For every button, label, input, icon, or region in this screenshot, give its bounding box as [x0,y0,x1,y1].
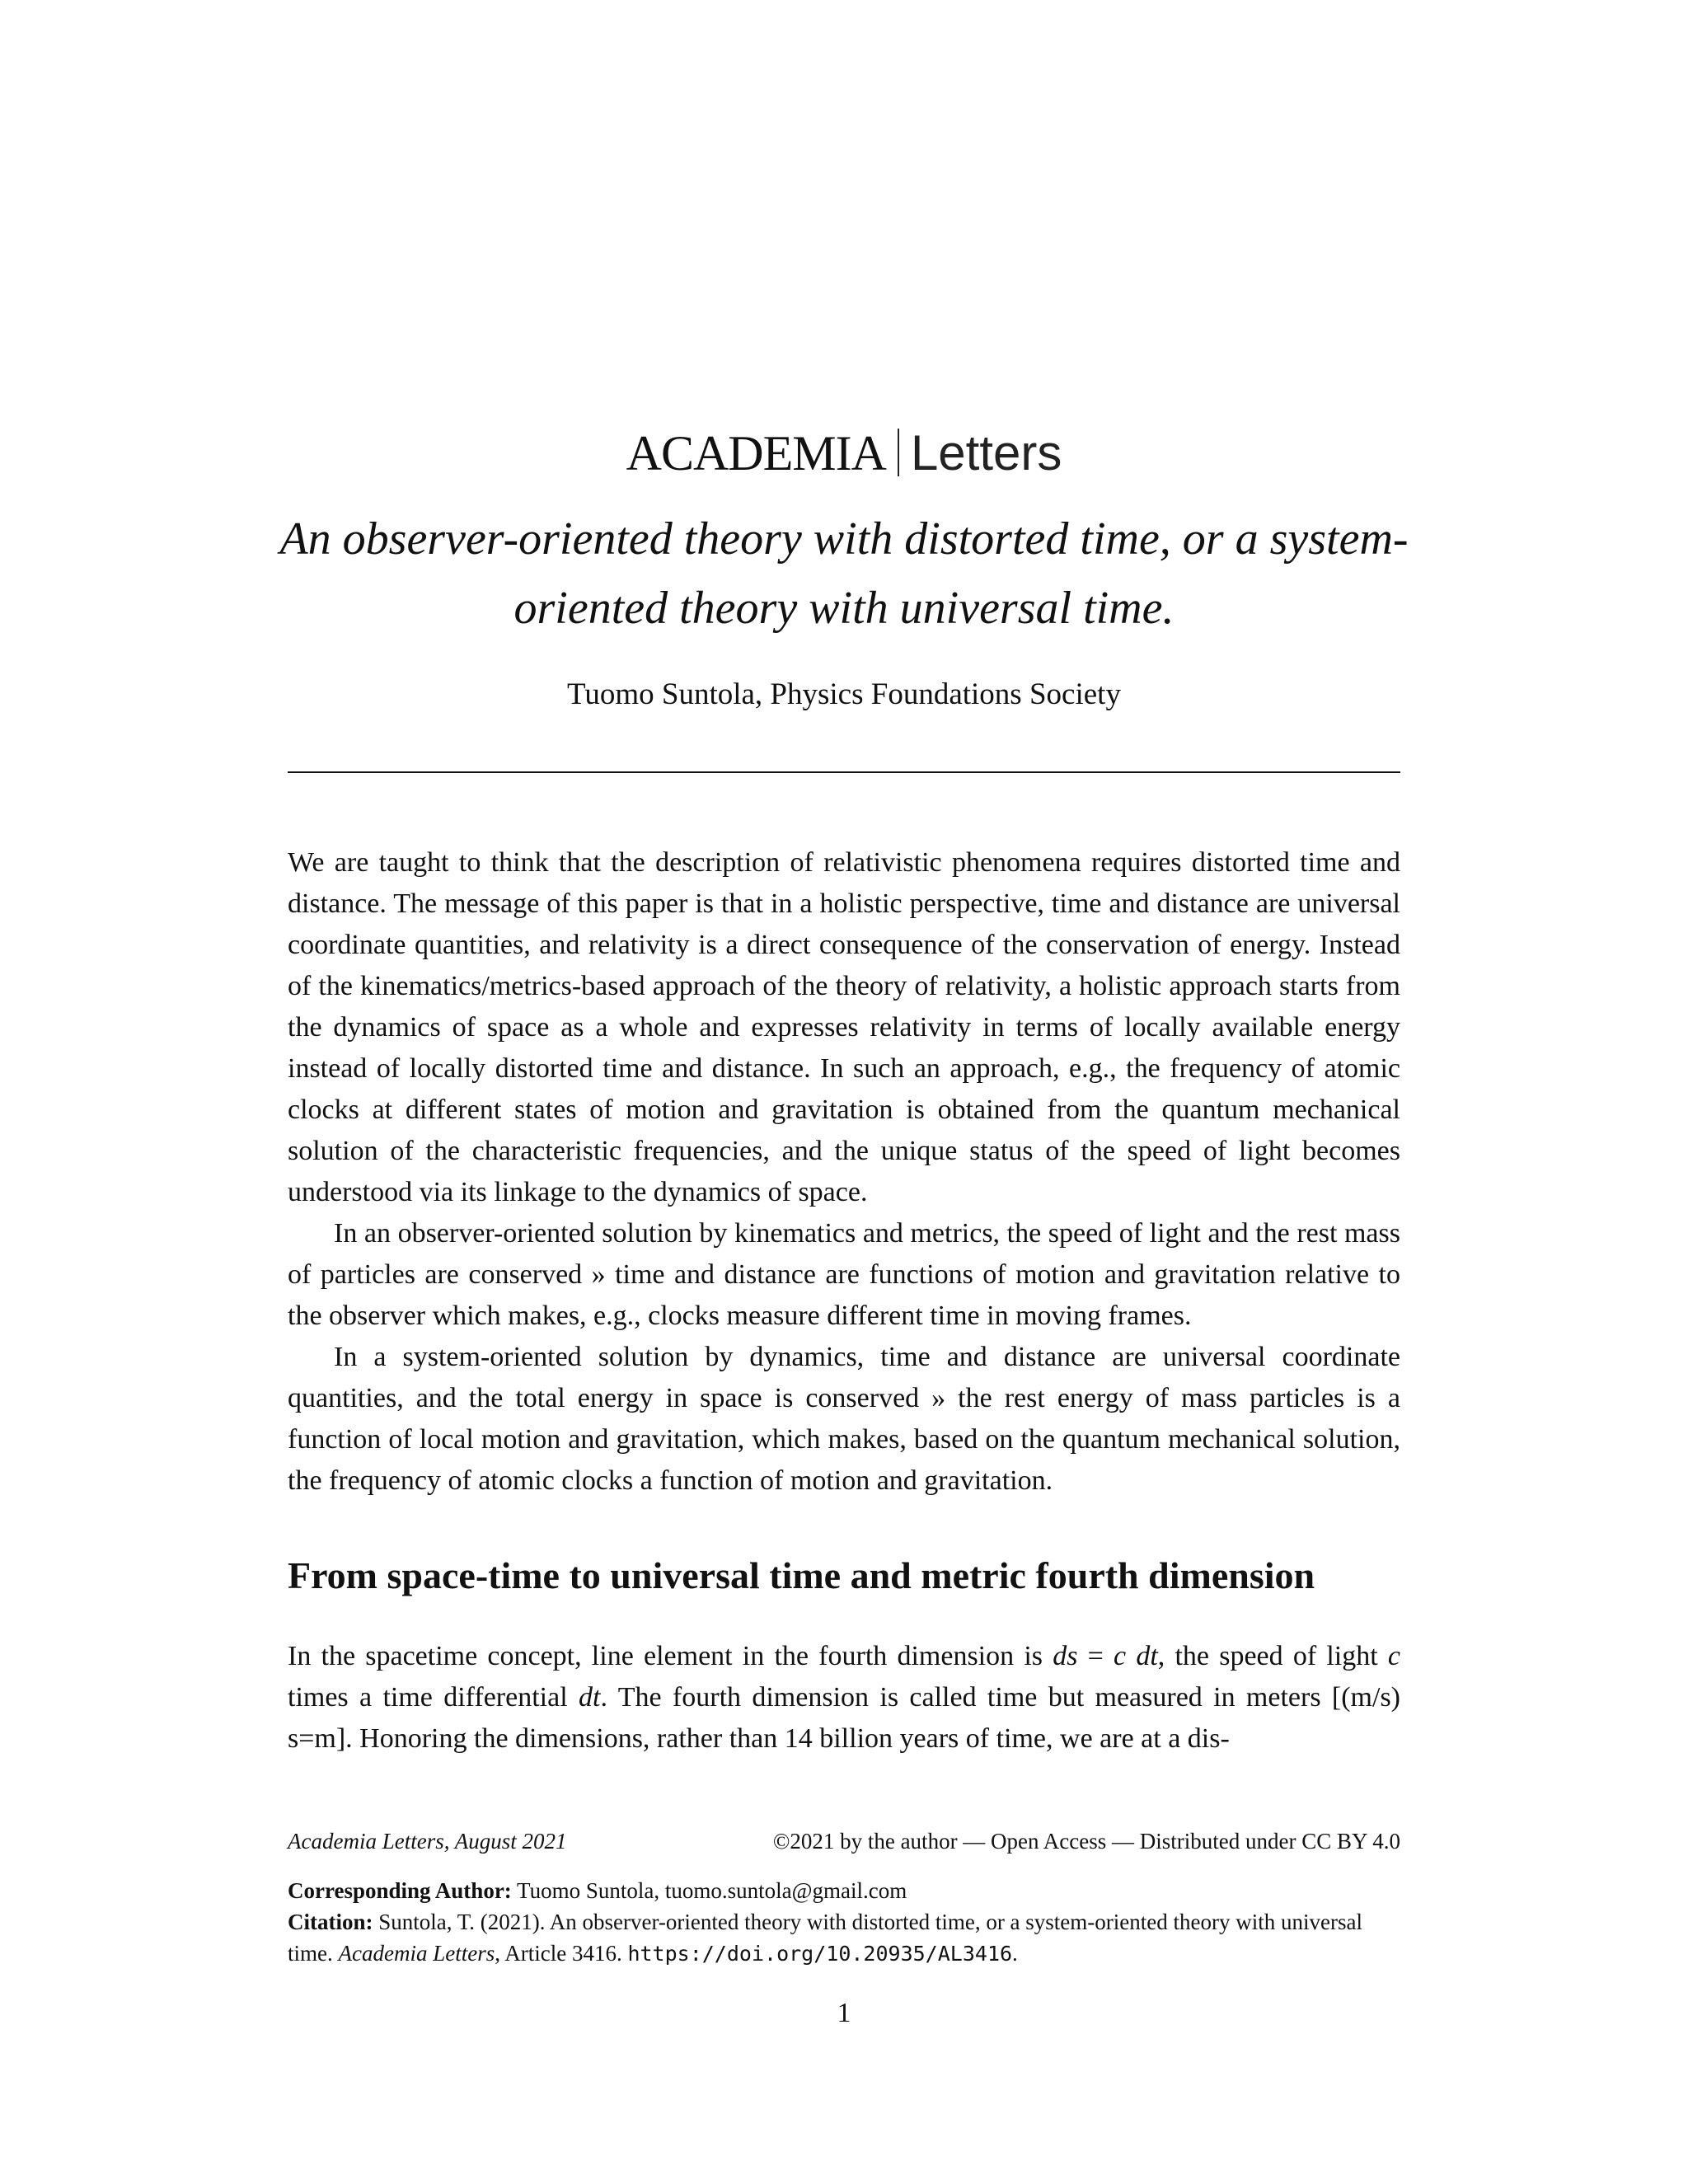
footer-line [288,1823,1400,1859]
corresponding-author-value: Tuomo Suntola, tuomo.suntola@gmail.com [511,1878,907,1903]
paper-title: An observer-oriented theory with distorted time, or a system-oriented theory with universal time. [279,513,1409,634]
section-text-3 [1126,1641,1136,1671]
section-text-2: = [1077,1641,1114,1671]
title-rule [288,771,1400,773]
citation-end: . [1012,1941,1018,1966]
citation-doi-link[interactable]: https://doi.org/10.20935/AL3416 [627,1942,1013,1966]
footer-license: ©2021 by the author — Open Access — Distributed under CC BY 4.0 [772,1829,1400,1854]
abstract [288,842,1400,1502]
abstract-paragraph-3: In a system-oriented solution by dynamics, time and distance are universal coordinate quantities, and the total energy in space is conserved » the rest energy of mass particles is a function of local motion and gravitation, which makes, based on the quantum mechanical solution, the frequency of atomic clocks a function of motion and gravitation. [288,1342,1400,1496]
section-heading: From space-time to universal time and metric fourth dimension [288,1554,1315,1596]
masthead-divider [898,429,899,476]
section-text-6: . The fourth dimension is called time but measured in meters [(m/s) s=m]. Honoring the dimensions, rather than 14 billion years of time, we are at a dis- [288,1682,1401,1754]
math-ds: ds [1053,1641,1078,1671]
section-body [288,1636,1400,1760]
abstract-paragraph-2: In an observer-oriented solution by kinematics and metrics, the speed of light and the rest mass of particles are conserved » time and distance are functions of motion and gravitation relative to the observer which makes, e.g., clocks measure different time in moving frames. [288,1218,1400,1331]
corresponding-author [288,1875,1400,1906]
citation-text: Suntola, T. (2021). An observer-oriented theory with distorted time, or a system-oriented theory with universal time. [288,1910,1362,1966]
page-number: 1 [837,1998,851,2028]
masthead-brand: ACADEMIA [626,426,886,480]
section-text-4: , the speed of light [1157,1641,1388,1671]
section-text-1: In the spacetime concept, line element in the fourth dimension is [288,1641,1053,1671]
journal-masthead [0,420,1688,486]
section-paragraph [288,1636,1400,1760]
citation-article: , Article 3416. [495,1941,628,1966]
footer-journal: Academia Letters, August 2021 [288,1829,567,1854]
masthead-series: Letters [910,425,1062,480]
footer-meta [288,1875,1400,1970]
citation-journal: Academia Letters [338,1941,495,1966]
citation [288,1906,1400,1970]
citation-label: Citation: [288,1910,373,1934]
math-dt-2: dt [579,1682,601,1713]
corresponding-author-label: Corresponding Author: [288,1878,512,1903]
author-byline: Tuomo Suntola, Physics Foundations Society [567,677,1121,711]
math-c: c [1114,1641,1127,1671]
math-dt: dt [1136,1641,1158,1671]
abstract-paragraph-1: We are taught to think that the description of relativistic phenomena requires distorted time and distance. The message of this paper is that in a holistic perspective, time and distance are universal coordinate quantities, and relativity is a direct consequence of the conservation of energy. Instead of the kinematics/metrics-based approach of the theory of relativity, a holistic approach starts from the dynamics of space as a whole and expresses relativity in terms of locally available energy instead of locally distorted time and distance. In such an approach, e.g., the frequency of atomic clocks at different states of motion and gravitation is obtained from the quantum mechanical solution of the characteristic frequencies, and the unique status of the speed of light becomes understood via its linkage to the dynamics of space. [288,847,1400,1207]
section-text-5: times a time differential [288,1682,579,1713]
math-c-2: c [1387,1641,1400,1671]
